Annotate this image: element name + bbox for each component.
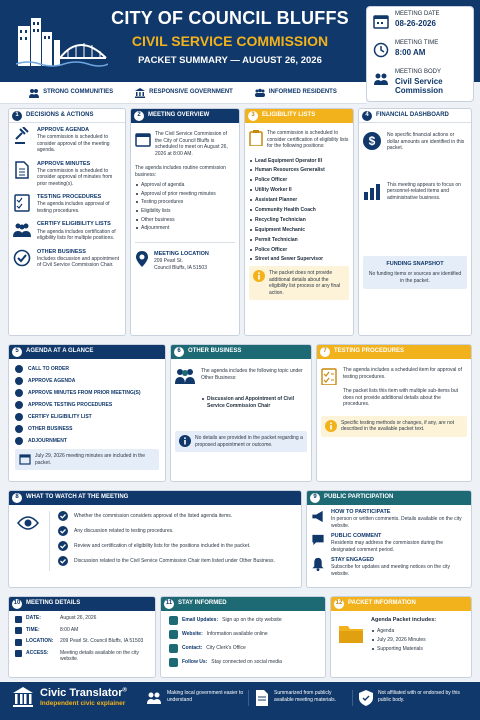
section-number: 5: [12, 347, 22, 357]
packet-header: [331, 597, 471, 611]
overview-intro-row: [135, 131, 235, 157]
agenda-item-label: CALL TO ORDER: [28, 365, 69, 372]
section-title: OTHER BUSINESS: [188, 348, 242, 355]
government-building-icon: [135, 88, 145, 98]
footer-text-2: Summarized from publicly available meeting materials.: [274, 690, 336, 703]
eligibility-header: [245, 109, 353, 123]
participation-list: [307, 505, 471, 585]
check-icon: [58, 541, 68, 551]
section-number: 3: [248, 111, 258, 121]
glance-header: [9, 345, 165, 359]
other-business-panel: [170, 344, 312, 482]
decisions-panel: [8, 108, 126, 336]
svg-text:$: $: [368, 134, 376, 148]
agenda-item-label: CERTIFY ELIGIBILITY LIST: [28, 413, 92, 420]
people-icon: [175, 368, 195, 384]
agenda-item: [15, 413, 159, 421]
decision-item: [13, 249, 121, 269]
participation-text-block: [331, 557, 467, 577]
globe-icon: [169, 630, 178, 639]
check-icon: [58, 556, 68, 566]
location-line2: Council Bluffs, IA 51503: [154, 264, 207, 271]
meeting-location: [135, 242, 235, 271]
detail-key: LOCATION:: [26, 638, 54, 644]
location-pin-icon: [135, 251, 149, 267]
participation-panel: [306, 490, 472, 588]
decision-text: The commission is scheduled to consider approval of minutes from prior meeting(s).: [37, 167, 113, 187]
decision-item: [13, 194, 121, 214]
financial-panel: [358, 108, 472, 336]
other-intro: The agenda includes the following topic under Other Business:: [201, 368, 303, 381]
overview-item: Adjournment: [135, 225, 235, 232]
watch-item-text: Review and certification of eligibility lists for the positions included in the packet.: [74, 542, 251, 549]
footer-text-3: Not affiliated with or endorsed by this public body.: [378, 690, 460, 703]
meeting-body-row: [371, 69, 469, 98]
decision-text-block: [37, 194, 121, 214]
eligibility-list: [249, 158, 349, 263]
eligibility-position: Lead Equipment Operator III: [249, 158, 349, 165]
packet-item: Supporting Materials: [371, 646, 436, 653]
calendar-icon: [19, 453, 31, 465]
overview-list: [135, 182, 235, 232]
detail-row: [15, 615, 149, 623]
bullet-icon: [15, 377, 23, 385]
overview-item: Other business: [135, 217, 235, 224]
overview-header: [131, 109, 239, 123]
participation-text: In person or written comments. Details available on the city website.: [331, 516, 462, 529]
community-icon: [29, 88, 39, 98]
decision-text-block: [37, 161, 121, 188]
funding-snapshot: [363, 256, 467, 289]
section-title: DECISIONS & ACTIONS: [26, 111, 94, 118]
informed-row: [169, 630, 317, 639]
location-pin-icon: [15, 639, 22, 646]
informed-row: [169, 616, 317, 625]
watch-item-text: Any discussion related to testing procedures.: [74, 527, 174, 534]
informed-list: [161, 611, 325, 677]
agenda-item-label: APPROVE TESTING PROCEDURES: [28, 401, 113, 408]
tag-strong-communities: [29, 88, 113, 98]
bullet-icon: [15, 425, 23, 433]
packet-item: July 29, 2026 Minutes: [371, 637, 436, 644]
overview-panel: [130, 108, 240, 336]
agenda-item: [15, 365, 159, 373]
meeting-date-label: MEETING DATE: [395, 11, 440, 17]
calendar-icon: [135, 131, 151, 147]
tag-label: STRONG COMMUNITIES: [43, 88, 114, 95]
decision-text-block: [37, 249, 121, 269]
calendar-icon: [373, 13, 389, 29]
people-icon: [373, 71, 389, 87]
eligibility-panel: [244, 108, 354, 336]
section-number: 1: [12, 111, 22, 121]
informed-value: City Clerk's Office: [206, 645, 246, 652]
eligibility-position: Utility Worker II: [249, 187, 349, 194]
bar-chart-icon: [363, 182, 381, 200]
eye-icon: [17, 515, 39, 531]
eligibility-position: Human Resources Generalist: [249, 167, 349, 174]
decision-title: APPROVE AGENDA: [37, 127, 90, 133]
decision-text: Includes discussion and appointment of Civil Service Commission Chair.: [37, 255, 119, 269]
financial-text-2: This meeting appears to focus on personnel-related items and administrative business.: [387, 181, 461, 201]
decisions-list: [9, 123, 125, 280]
shield-icon: [359, 690, 373, 706]
other-intro-row: [175, 368, 307, 384]
meeting-time-label: MEETING TIME: [395, 40, 439, 46]
other-list: [201, 396, 307, 409]
decision-text: The agenda includes approval of testing procedures.: [37, 201, 110, 214]
bullet-icon: [15, 401, 23, 409]
megaphone-icon: [311, 509, 325, 523]
value-tags: [0, 82, 366, 104]
bullet-icon: [15, 413, 23, 421]
watch-item: [58, 526, 293, 536]
civic-building-icon: [12, 686, 34, 708]
testing-note-text: Specific testing methods or changes, if any, are not described in the available packet text.: [341, 419, 455, 432]
section-number: 11: [164, 599, 174, 609]
testing-text-1: The agenda includes a scheduled item for approval of testing procedures.: [343, 367, 462, 380]
financial-text-1: No specific financial actions or dollar amounts are identified in this packet.: [387, 132, 465, 151]
participation-text-block: [331, 533, 467, 553]
clock-icon: [373, 42, 389, 58]
section-title: WHAT TO WATCH AT THE MEETING: [26, 494, 129, 501]
tag-responsive-government: [135, 88, 233, 98]
meeting-date-row: [371, 11, 469, 40]
footer-item-2: [248, 690, 348, 706]
section-title: PUBLIC PARTICIPATION: [324, 494, 394, 501]
participation-title: STAY ENGAGED: [331, 557, 374, 564]
envelope-icon: [169, 616, 178, 625]
speech-bubble-icon: [311, 533, 325, 547]
document-icon: [13, 161, 31, 179]
packet-panel: [330, 596, 472, 678]
section-number: 10: [12, 599, 22, 609]
packet-item: Agenda: [371, 628, 436, 635]
section-title: TESTING PROCEDURES: [334, 348, 405, 355]
overview-item: Approval of prior meeting minutes: [135, 191, 235, 198]
checklist-icon: [13, 194, 31, 212]
footer-brand-name: Civic Translator: [40, 687, 123, 699]
agenda-item: [15, 377, 159, 385]
section-title: AGENDA AT A GLANCE: [26, 348, 94, 355]
watch-item: [58, 556, 293, 566]
agenda-item: [15, 425, 159, 433]
detail-row: [15, 627, 149, 635]
decision-title: TESTING PROCEDURES: [37, 194, 102, 201]
eligibility-position: Street and Sewer Supervisor: [249, 256, 349, 263]
page-title: CITY OF COUNCIL BLUFFS: [111, 8, 349, 28]
eligibility-note: [249, 266, 349, 300]
decision-text: The commission is scheduled to consider approval of the meeting agenda.: [37, 134, 110, 154]
eligibility-position: Permit Technician: [249, 237, 349, 244]
participation-text-block: [331, 509, 467, 529]
decision-text-block: [37, 127, 121, 154]
participation-text: Subscribe for updates and meeting notices on the city website.: [331, 564, 450, 577]
overview-item: Approval of agenda: [135, 182, 235, 189]
check-icon: [58, 526, 68, 536]
detail-key: TIME:: [26, 626, 40, 633]
participation-item: [311, 557, 467, 577]
section-number: 2: [134, 111, 144, 121]
funding-snapshot-title: FUNDING SNAPSHOT: [386, 261, 444, 267]
decision-item: [13, 127, 121, 154]
section-number: 4: [362, 111, 372, 121]
agenda-item-label: APPROVE AGENDA: [28, 377, 76, 384]
decision-title: OTHER BUSINESS: [37, 248, 86, 255]
financial-header: [359, 109, 471, 123]
packet-summary-line: PACKET SUMMARY — AUGUST 26, 2026: [138, 55, 322, 66]
decision-title: APPROVE MINUTES: [37, 160, 91, 167]
details-header: [9, 597, 155, 611]
clipboard-icon: [249, 130, 263, 146]
other-note: [175, 431, 307, 452]
checklist-icon: [321, 367, 337, 385]
info-icon: [253, 270, 265, 282]
informed-key: Follow Us:: [182, 659, 208, 666]
eligibility-position: Recycling Technician: [249, 217, 349, 224]
meeting-body-label: MEETING BODY: [395, 69, 442, 75]
detail-value: 8:00 AM: [60, 626, 79, 633]
section-title: MEETING DETAILS: [26, 600, 81, 607]
detail-key: ACCESS:: [26, 649, 49, 656]
section-number: 12: [334, 599, 344, 609]
document-icon: [255, 690, 269, 706]
watch-item: [58, 511, 293, 521]
watch-panel: [8, 490, 302, 588]
agenda-item-label: OTHER BUSINESS: [28, 425, 73, 432]
participation-title: PUBLIC COMMENT: [331, 533, 382, 540]
tag-label: RESPONSIVE GOVERNMENT: [149, 88, 233, 95]
phone-icon: [169, 644, 178, 653]
other-item: Discussion and Appointment of Civil Service Commission Chair: [201, 396, 307, 409]
watch-header: [9, 491, 301, 505]
people-icon: [146, 690, 162, 706]
packet-list: [371, 628, 436, 652]
informed-key: Email Updates:: [182, 617, 219, 624]
testing-panel: [316, 344, 472, 482]
footer-brand-mark: ®: [122, 687, 127, 694]
folder-icon: [339, 623, 363, 643]
decision-item: [13, 221, 121, 241]
section-title: ELIGIBILITY LISTS: [262, 112, 316, 119]
other-note-text: No details are provided in the packet regarding a proposed appointment or outcome.: [195, 435, 303, 448]
eligibility-position: Police Officer: [249, 177, 349, 184]
eligibility-position: Community Health Coach: [249, 207, 349, 214]
footer: [0, 682, 480, 720]
eligibility-intro: The commission is scheduled to consider certification of eligibility lists for the following positions:: [267, 130, 349, 149]
overview-item: Testing procedures: [135, 199, 235, 206]
participation-title: HOW TO PARTICIPATE: [331, 509, 391, 515]
testing-header: [317, 345, 471, 359]
watch-list: [49, 511, 293, 571]
financial-row-1: [363, 132, 467, 152]
watch-item-text: Whether the commission considers approval of the listed agenda items.: [74, 512, 233, 519]
bullet-icon: [15, 437, 23, 445]
overview-routine: The agenda includes routine commission business:: [135, 165, 226, 178]
meeting-info-card: [366, 6, 474, 102]
dollar-icon: [363, 132, 381, 150]
details-panel: [8, 596, 156, 678]
detail-value: Meeting details available on the city website.: [60, 649, 139, 662]
informed-header: [161, 597, 325, 611]
section-title: FINANCIAL DASHBOARD: [376, 111, 449, 118]
social-icon: [169, 658, 178, 667]
section-title: MEETING OVERVIEW: [148, 112, 210, 119]
check-circle-icon: [13, 249, 31, 267]
glance-note: [15, 449, 159, 470]
section-number: 7: [320, 347, 330, 357]
other-header: [171, 345, 311, 359]
funding-snapshot-text: No funding items or sources are identified in the packet.: [368, 271, 462, 284]
detail-row: [15, 650, 149, 663]
detail-row: [15, 638, 149, 646]
meeting-body-value: Civil Service Commission: [395, 76, 444, 95]
agenda-item: [15, 437, 159, 445]
testing-note: [321, 416, 467, 437]
globe-icon: [15, 650, 22, 657]
gavel-icon: [13, 127, 31, 145]
informed-value: Stay connected on social media: [211, 659, 282, 666]
financial-row-2: [363, 182, 467, 202]
eligibility-position: Assistant Planner: [249, 197, 349, 204]
informed-row: [169, 644, 317, 653]
tag-label: INFORMED RESIDENTS: [268, 88, 337, 95]
informed-value: Sign up on the city website: [222, 617, 282, 624]
check-icon: [58, 511, 68, 521]
glance-note-text: July 29, 2026 meeting minutes are included in the packet.: [35, 453, 146, 466]
section-number: 6: [174, 347, 184, 357]
testing-text-2: The packet lists this item with multiple sub-items but does not provide additional details about the procedures.: [343, 388, 459, 407]
eligibility-position: Equipment Mechanic: [249, 227, 349, 234]
section-title: STAY INFORMED: [178, 600, 227, 607]
info-icon: [325, 420, 337, 432]
location-label: MEETING LOCATION: [154, 250, 209, 257]
participation-text: Residents may address the commission during the designated comment period.: [331, 540, 443, 553]
section-title: PACKET INFORMATION: [348, 600, 416, 607]
testing-row: [321, 367, 467, 408]
people-icon: [13, 221, 31, 239]
participation-item: [311, 509, 467, 529]
decision-title: CERTIFY ELIGIBILITY LISTS: [37, 221, 111, 228]
glance-panel: [8, 344, 166, 482]
section-number: 9: [310, 493, 320, 503]
eligibility-intro-row: [249, 130, 349, 150]
decision-text: The agenda includes certification of eligibility lists for multiple positions.: [37, 228, 116, 242]
detail-key: DATE:: [26, 615, 41, 621]
bell-icon: [311, 557, 325, 571]
glance-list: [15, 365, 159, 445]
informed-key: Contact:: [182, 645, 203, 652]
agenda-item-label: APPROVE MINUTES FROM PRIOR MEETING(S): [28, 389, 141, 396]
info-icon: [179, 435, 191, 447]
decisions-header: [9, 109, 125, 123]
location-line1: 209 Pearl St.: [154, 258, 183, 265]
watch-item: [58, 541, 293, 551]
decision-text-block: [37, 221, 121, 241]
bullet-icon: [15, 389, 23, 397]
informed-row: [169, 658, 317, 667]
calendar-icon: [15, 616, 22, 623]
overview-intro: The Civil Service Commission of the City of Council Bluffs is scheduled to meet on August 26, 2026 at 8:00 AM.: [155, 131, 228, 157]
informed-key: Website:: [182, 631, 203, 638]
participation-header: [307, 491, 471, 505]
city-skyline-icon: [14, 12, 108, 70]
agenda-item: [15, 389, 159, 397]
meeting-date-value: 08-26-2026: [395, 18, 436, 28]
detail-value: August 26, 2026: [60, 615, 97, 621]
decision-item: [13, 161, 121, 188]
page-subtitle: CIVIL SERVICE COMMISSION: [131, 33, 329, 49]
footer-tagline: Independent civic explainer: [40, 700, 126, 708]
packet-intro: Agenda Packet includes:: [371, 617, 437, 623]
informed-value: Information available online: [206, 631, 268, 638]
footer-text-1: Making local government easier to understand: [167, 690, 244, 703]
detail-value: 209 Pearl St. Council Bluffs, IA 51503: [60, 638, 144, 644]
footer-item-1: [146, 690, 246, 706]
meeting-time-row: [371, 40, 469, 69]
overview-item: Eligibility lists: [135, 208, 235, 215]
details-list: [9, 611, 155, 671]
footer-brand: [12, 686, 127, 709]
section-number: 8: [12, 493, 22, 503]
stay-informed-panel: [160, 596, 326, 678]
eligibility-note-text: The packet does not provide additional details about the eligibility list process or any final action.: [269, 270, 341, 296]
watch-item-text: Discussion related to the Civil Service Commission Chair item listed under Other Business.: [74, 557, 275, 564]
clock-icon: [15, 627, 22, 634]
group-icon: [255, 88, 265, 98]
eligibility-position: Police Officer: [249, 247, 349, 254]
footer-item-3: [352, 690, 470, 706]
participation-item: [311, 533, 467, 553]
bullet-icon: [15, 365, 23, 373]
agenda-item: [15, 401, 159, 409]
agenda-item-label: ADJOURNMENT: [28, 437, 67, 444]
tag-informed-residents: [255, 88, 337, 98]
meeting-time-value: 8:00 AM: [395, 47, 426, 57]
